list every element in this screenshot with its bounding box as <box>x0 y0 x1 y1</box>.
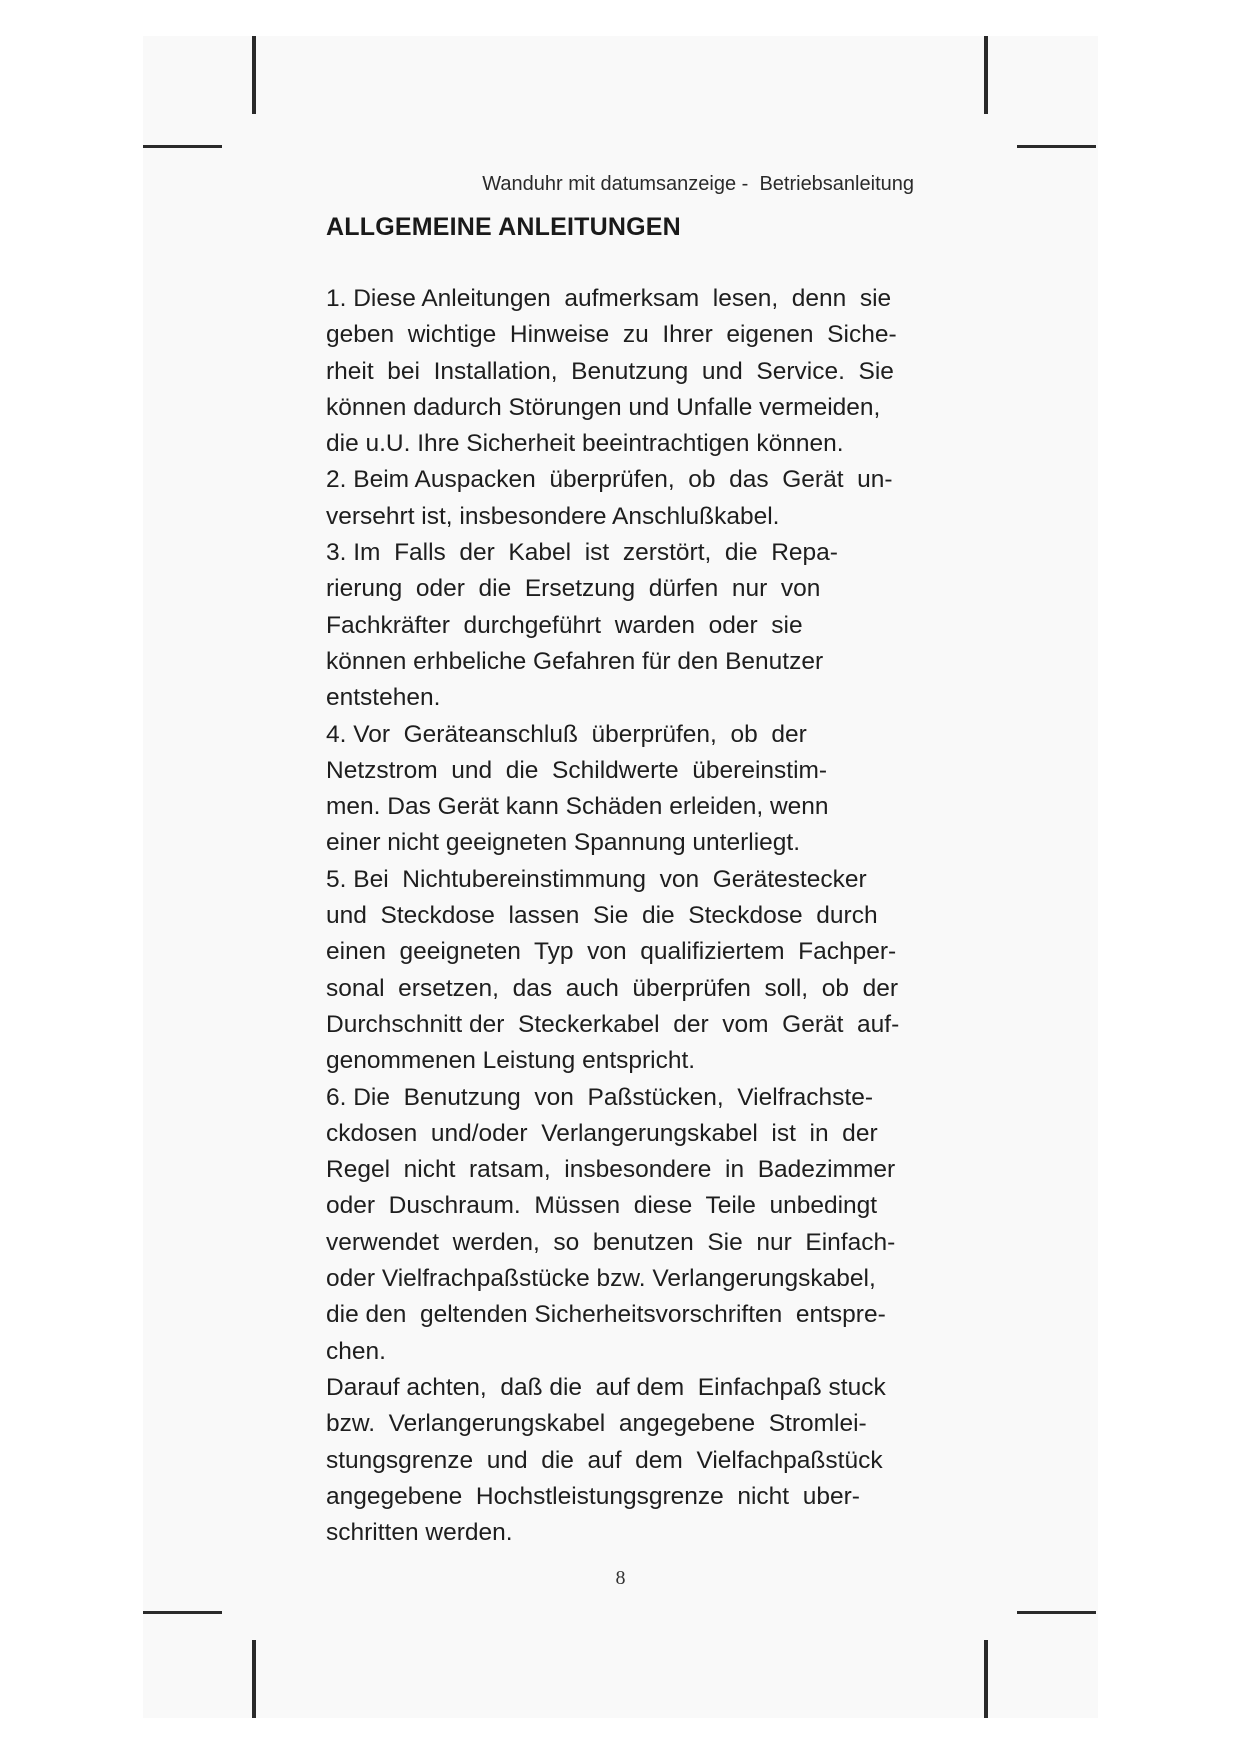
body-line: genommenen Leistung entspricht. <box>326 1047 696 1075</box>
body-line: 5. Bei Nichtubereinstimmung von Gerätestecker <box>326 865 867 893</box>
body-line: versehrt ist, insbesondere Anschlußkabel. <box>326 502 780 530</box>
instructions-body <box>326 281 1046 1551</box>
body-line: einer nicht geeigneten Spannung unterliegt. <box>326 829 801 857</box>
running-header: Wanduhr mit datumsanzeige - Betriebsanleitung <box>482 173 914 195</box>
body-line: Darauf achten, daß die auf dem Einfachpaß stuck <box>326 1373 886 1401</box>
section-title: ALLGEMEINE ANLEITUNGEN <box>326 213 681 241</box>
crop-mark-bottom-right-vertical <box>984 1640 988 1718</box>
body-line: oder Duschraum. Müssen diese Teile unbedingt <box>326 1192 878 1220</box>
body-line: chen. <box>326 1337 386 1365</box>
page-number: 8 <box>615 1567 626 1589</box>
crop-mark-top-right-horizontal <box>1017 145 1096 148</box>
body-line: 2. Beim Auspacken überprüfen, ob das Gerät un- <box>326 466 893 494</box>
body-line: 6. Die Benutzung von Paßstücken, Vielfrachste- <box>326 1083 874 1111</box>
crop-mark-bottom-right-horizontal <box>1017 1611 1096 1614</box>
body-line: rierung oder die Ersetzung dürfen nur von <box>326 575 821 603</box>
body-line: ckdosen und/oder Verlangerungskabel ist in der <box>326 1119 878 1147</box>
crop-mark-bottom-left-horizontal <box>143 1611 222 1614</box>
body-line: Regel nicht ratsam, insbesondere in Badezimmer <box>326 1156 896 1184</box>
body-line: sonal ersetzen, das auch überprüfen soll, ob der <box>326 974 899 1002</box>
body-line: bzw. Verlangerungskabel angegebene Stromlei- <box>326 1410 867 1438</box>
crop-mark-top-right-vertical <box>984 36 988 114</box>
body-line: 3. Im Falls der Kabel ist zerstört, die Repa- <box>326 539 838 567</box>
body-line: Durchschnitt der Steckerkabel der vom Gerät auf- <box>326 1010 900 1038</box>
body-line: men. Das Gerät kann Schäden erleiden, wenn <box>326 793 829 821</box>
body-line: rheit bei Installation, Benutzung und Service. Sie <box>326 357 894 385</box>
crop-mark-top-left-horizontal <box>143 145 222 148</box>
crop-mark-bottom-left-vertical <box>252 1640 256 1718</box>
body-line: angegebene Hochstleistungsgrenze nicht uber- <box>326 1482 860 1510</box>
body-line: einen geeigneten Typ von qualifiziertem Fachper- <box>326 938 897 966</box>
body-line: geben wichtige Hinweise zu Ihrer eigenen Siche- <box>326 321 897 349</box>
body-line: 4. Vor Geräteanschluß überprüfen, ob der <box>326 720 807 748</box>
body-line: entstehen. <box>326 684 441 712</box>
body-line: verwendet werden, so benutzen Sie nur Einfach- <box>326 1228 896 1256</box>
body-line: und Steckdose lassen Sie die Steckdose durch <box>326 902 878 930</box>
body-line: die den geltenden Sicherheitsvorschriften entspre- <box>326 1301 886 1329</box>
body-line: können erhbeliche Gefahren für den Benutzer <box>326 647 824 675</box>
body-line: 1. Diese Anleitungen aufmerksam lesen, denn sie <box>326 285 892 312</box>
crop-mark-top-left-vertical <box>252 36 256 114</box>
body-line: Fachkräfter durchgeführt warden oder sie <box>326 611 803 639</box>
body-line: oder Vielfrachpaßstücke bzw. Verlangerungskabel, <box>326 1265 876 1293</box>
body-line: schritten werden. <box>326 1519 513 1547</box>
body-line: die u.U. Ihre Sicherheit beeintrachtigen können. <box>326 430 844 458</box>
body-line: können dadurch Störungen und Unfalle vermeiden, <box>326 393 881 421</box>
body-line: stungsgrenze und die auf dem Vielfachpaßstück <box>326 1446 883 1474</box>
body-line: Netzstrom und die Schildwerte übereinstim- <box>326 756 828 784</box>
